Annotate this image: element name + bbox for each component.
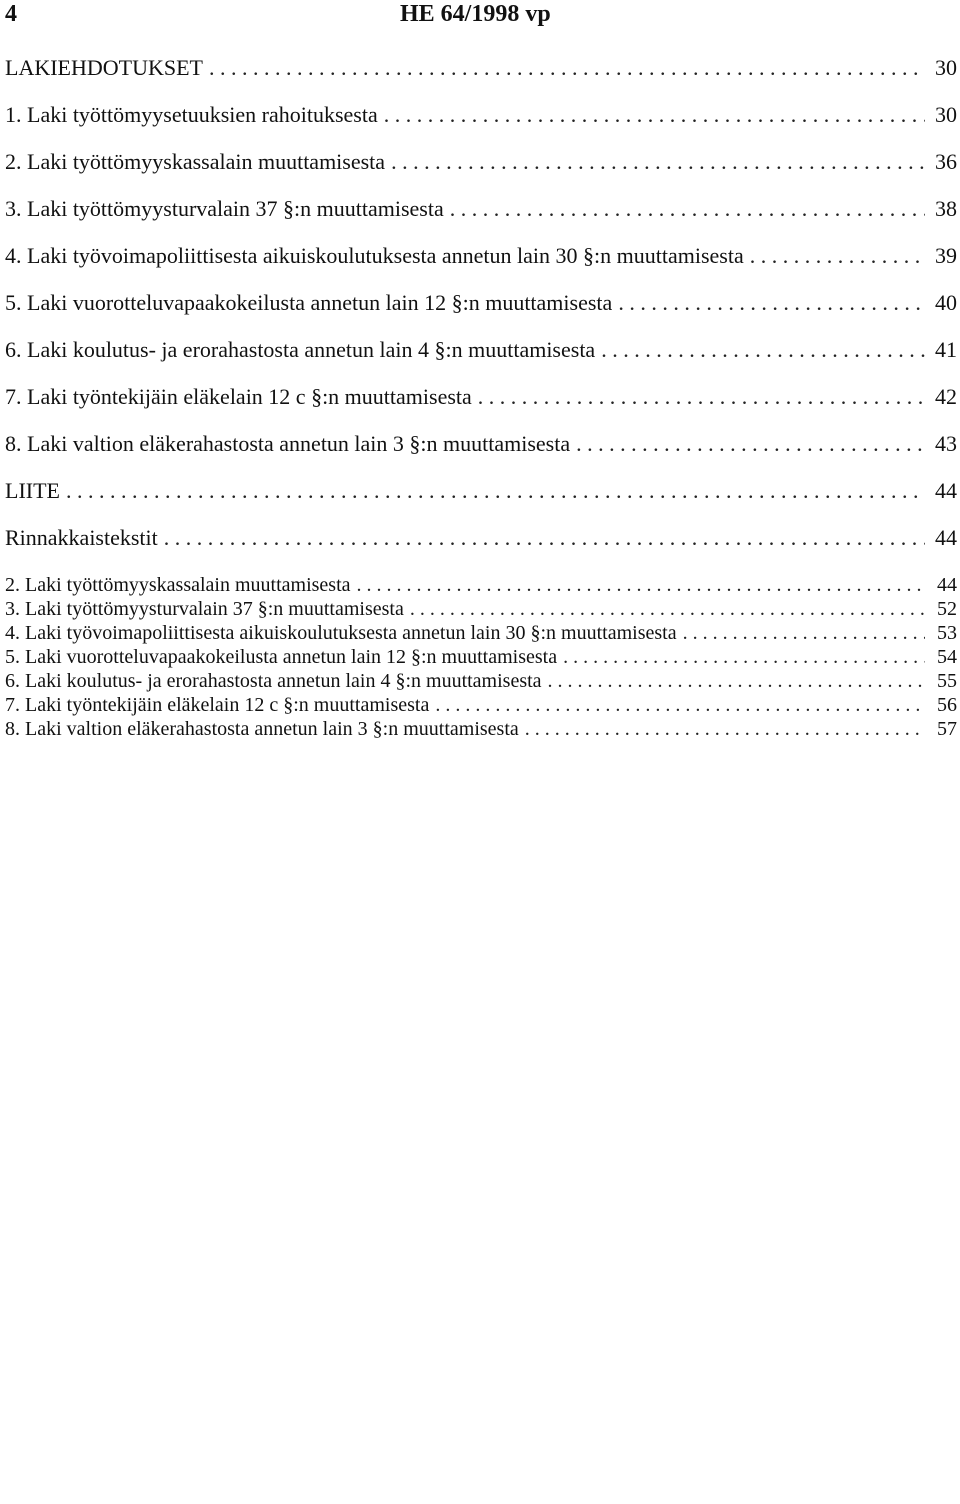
toc-entry	[5, 102, 957, 128]
toc-entry	[5, 384, 957, 410]
toc-entry-title: 2. Laki työttömyyskassalain muuttamisesta	[5, 149, 386, 174]
toc-entry	[5, 337, 957, 363]
toc-leader	[618, 290, 925, 316]
toc-entry-page: 39	[935, 243, 957, 268]
toc-entry-page: 30	[935, 102, 957, 127]
toc-entry	[5, 149, 957, 175]
toc-entry-title: 7. Laki työntekijäin eläkelain 12 c §:n muuttamisesta	[5, 694, 430, 716]
toc-entry-page: 54	[937, 646, 957, 668]
toc-leader	[410, 597, 925, 621]
toc-leader	[525, 717, 925, 741]
toc-entry-title: 5. Laki vuorotteluvapaakokeilusta annetun lain 12 §:n muuttamisesta	[5, 646, 558, 668]
toc-entry-title: 2. Laki työttömyyskassalain muuttamisesta	[5, 574, 351, 596]
toc-entry-title: 7. Laki työntekijäin eläkelain 12 c §:n muuttamisesta	[5, 384, 472, 409]
toc-entry-page: 30	[935, 55, 957, 80]
toc-entry	[5, 290, 957, 316]
page-number: 4	[5, 1, 17, 27]
toc-entry-page: 56	[937, 694, 957, 716]
toc-entry	[5, 573, 957, 597]
toc-entry-page: 44	[937, 574, 957, 596]
toc-entry-title: 5. Laki vuorotteluvapaakokeilusta annetun lain 12 §:n muuttamisesta	[5, 290, 613, 315]
toc-entry	[5, 597, 957, 621]
toc-leader	[478, 384, 925, 410]
toc-entry-page: 41	[935, 337, 957, 362]
toc-entry-page: 36	[935, 149, 957, 174]
toc-entry-page: 44	[935, 525, 957, 550]
toc-leader	[164, 525, 925, 551]
toc-entry-title: 6. Laki koulutus- ja erorahastosta annetun lain 4 §:n muuttamisesta	[5, 337, 596, 362]
toc-entry-page: 52	[937, 598, 957, 620]
toc-leader	[384, 102, 925, 128]
toc-entry-page: 44	[935, 478, 957, 503]
toc-entry	[5, 196, 957, 222]
toc-entry	[5, 243, 957, 269]
toc-entry-title: 3. Laki työttömyysturvalain 37 §:n muuttamisesta	[5, 196, 444, 221]
toc-leader	[435, 693, 925, 717]
toc-entry-page: 40	[935, 290, 957, 315]
toc-leader	[601, 337, 925, 363]
document-id: HE 64/1998 vp	[400, 1, 551, 27]
toc-entry-page: 55	[937, 670, 957, 692]
toc-entry	[5, 431, 957, 457]
toc-entry	[5, 478, 957, 504]
toc-entry	[5, 525, 957, 551]
toc-entry-title: 4. Laki työvoimapoliittisesta aikuiskoulutuksesta annetun lain 30 §:n muuttamisesta	[5, 622, 677, 644]
toc-leader	[750, 243, 925, 269]
toc-leader	[450, 196, 925, 222]
toc-leader	[548, 669, 925, 693]
toc-entry-title: 6. Laki koulutus- ja erorahastosta annetun lain 4 §:n muuttamisesta	[5, 670, 542, 692]
toc-entry-page: 57	[937, 718, 957, 740]
toc-entry-title: Rinnakkaistekstit	[5, 525, 158, 550]
toc-entry	[5, 693, 957, 717]
toc-leader	[66, 478, 925, 504]
toc-entry	[5, 717, 957, 741]
toc-entry-title: 1. Laki työttömyysetuuksien rahoituksesta	[5, 102, 378, 127]
toc-entry-page: 42	[935, 384, 957, 409]
toc-leader	[391, 149, 925, 175]
toc-entry-title: LAKIEHDOTUKSET	[5, 55, 203, 80]
toc-entry-title: 3. Laki työttömyysturvalain 37 §:n muuttamisesta	[5, 598, 404, 620]
toc-leader	[209, 55, 925, 81]
toc-entry-title: 4. Laki työvoimapoliittisesta aikuiskoulutuksesta annetun lain 30 §:n muuttamisesta	[5, 243, 744, 268]
toc-entry-title: 8. Laki valtion eläkerahastosta annetun lain 3 §:n muuttamisesta	[5, 431, 571, 456]
toc-entry	[5, 55, 957, 81]
toc-entry-page: 38	[935, 196, 957, 221]
toc-leader	[563, 645, 925, 669]
toc-entry-title: 8. Laki valtion eläkerahastosta annetun lain 3 §:n muuttamisesta	[5, 718, 519, 740]
toc-entry-page: 43	[935, 431, 957, 456]
toc-entry	[5, 645, 957, 669]
toc-entry-title: LIITE	[5, 478, 60, 503]
toc-entry	[5, 621, 957, 645]
toc-entry	[5, 669, 957, 693]
toc-leader	[683, 621, 925, 645]
toc-leader	[576, 431, 925, 457]
toc-leader	[357, 573, 925, 597]
toc-entry-page: 53	[937, 622, 957, 644]
